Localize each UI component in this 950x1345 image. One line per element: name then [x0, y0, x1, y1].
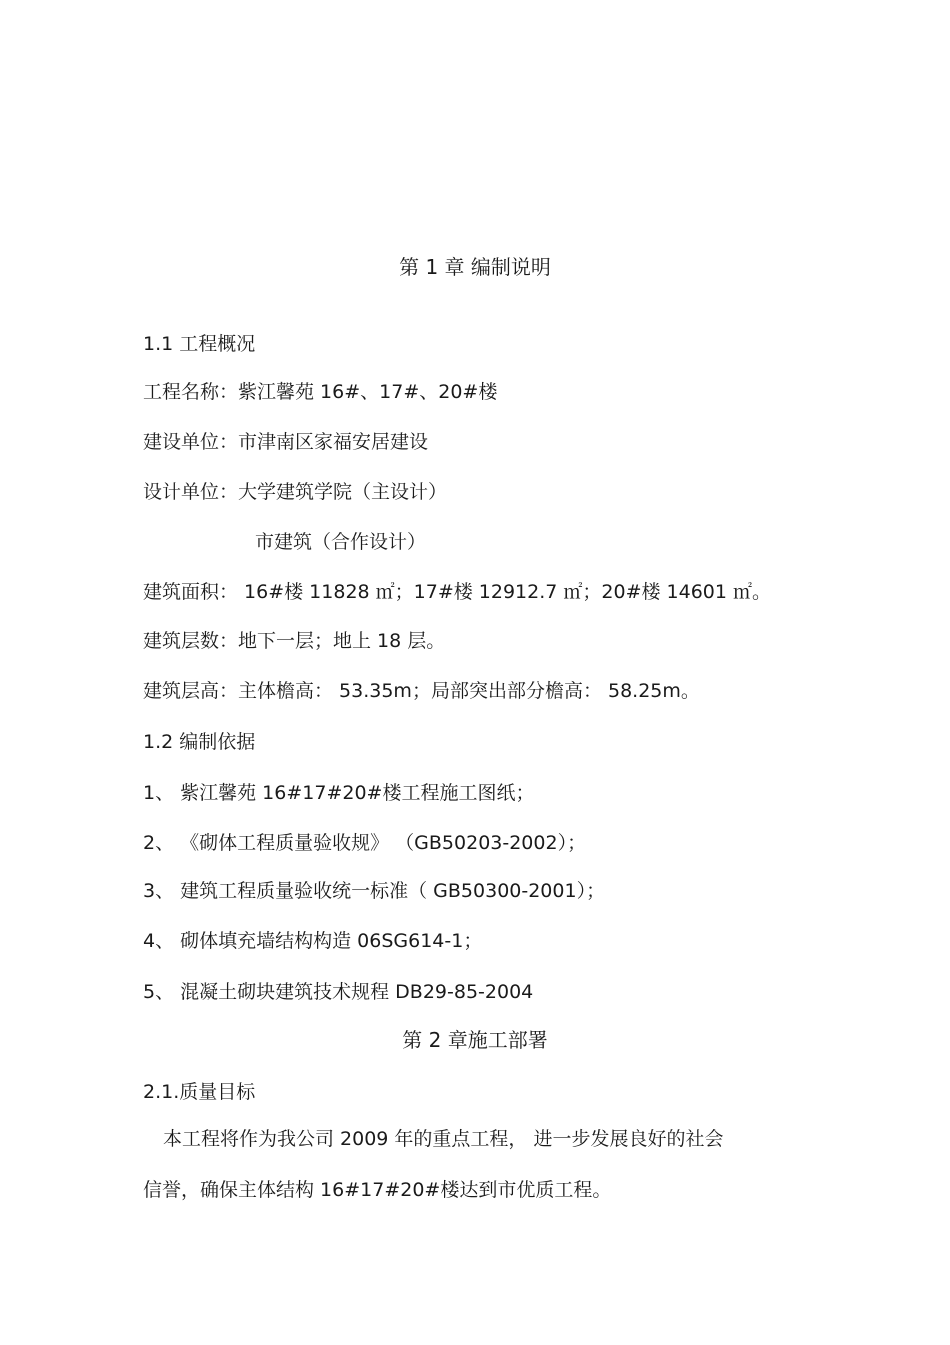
quality-paragraph-line: 本工程将作为我公司 2009 年的重点工程， 进一步发展良好的社会	[163, 1128, 724, 1150]
floor-height-line: 建筑层高：主体檐高： 53.35m；局部突出部分檐高： 58.25m。	[143, 680, 700, 702]
building-area-line: 建筑面积： 16#楼 11828 ㎡；17#楼 12912.7 ㎡；20#楼 14601 ㎡。	[143, 581, 772, 603]
co-designer-line: 市建筑（合作设计）	[255, 531, 427, 553]
chapter-2-title: 第 2 章施工部署	[402, 1028, 548, 1052]
designer-line: 设计单位：大学建筑学院（主设计）	[143, 481, 448, 503]
basis-item: 1、 紫江馨苑 16#17#20#楼工程施工图纸；	[143, 782, 535, 804]
section-1-1-heading: 1.1 工程概况	[143, 333, 256, 355]
developer-line: 建设单位：市津南区家福安居建设	[143, 431, 429, 453]
section-2-1-heading: 2.1.质量目标	[143, 1081, 256, 1103]
basis-item: 3、 建筑工程质量验收统一标准（ GB50300-2001）；	[143, 880, 606, 902]
section-1-2-heading: 1.2 编制依据	[143, 731, 256, 753]
project-name-line: 工程名称：紫江馨苑 16#、17#、20#楼	[143, 381, 498, 403]
basis-item: 5、 混凝土砌块建筑技术规程 DB29-85-2004	[143, 981, 534, 1003]
chapter-1-title: 第 1 章 编制说明	[399, 255, 551, 279]
basis-item: 4、 砌体填充墙结构构造 06SG614-1；	[143, 930, 483, 952]
basis-item: 2、 《砌体工程质量验收规》 （GB50203-2002）；	[143, 832, 587, 854]
quality-paragraph-line: 信誉，确保主体结构 16#17#20#楼达到市优质工程。	[143, 1179, 612, 1201]
floor-count-line: 建筑层数：地下一层；地上 18 层。	[143, 630, 446, 652]
